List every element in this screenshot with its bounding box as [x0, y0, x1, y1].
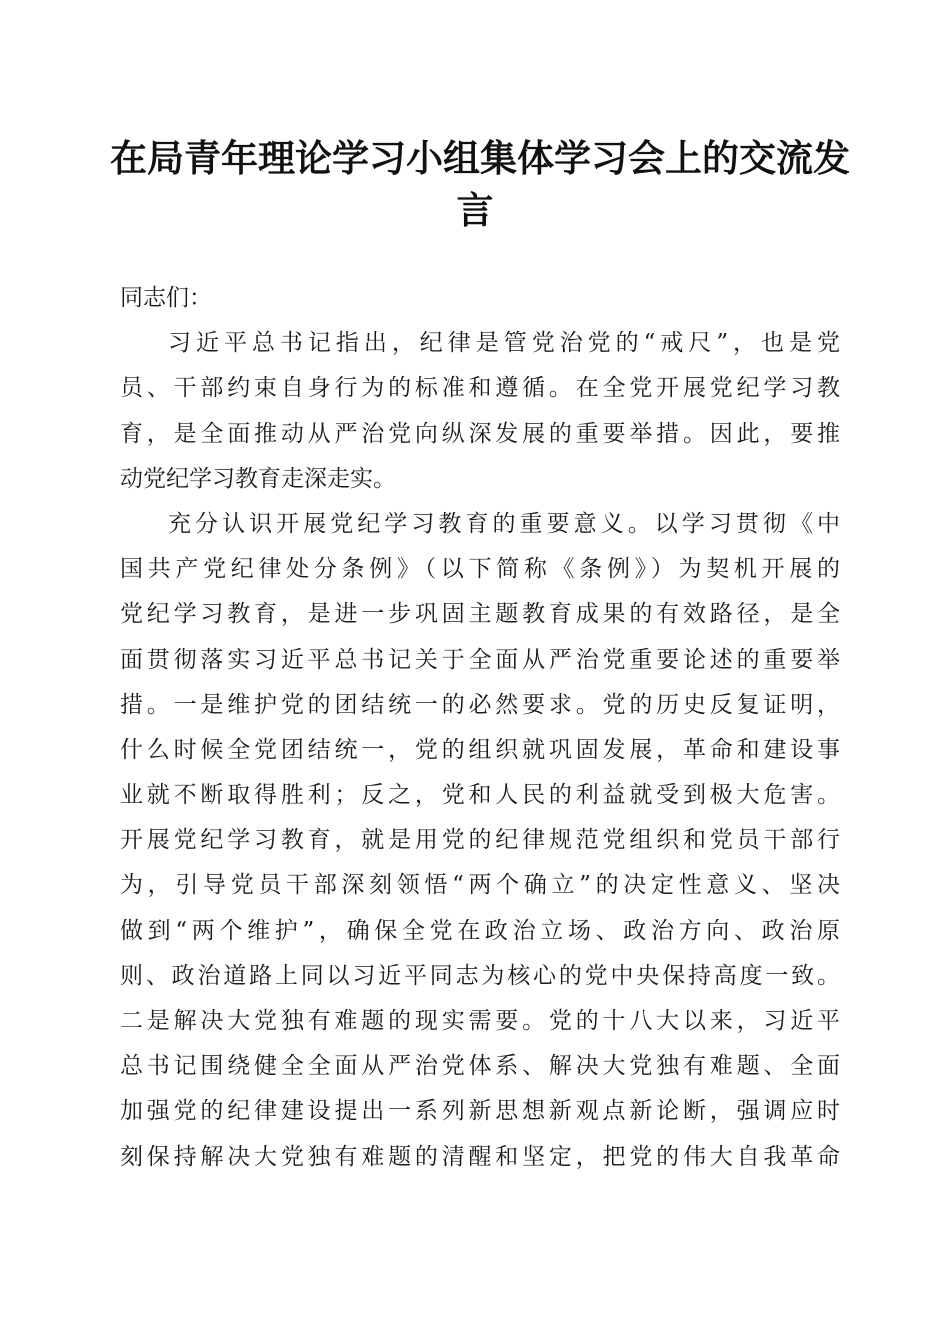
paragraph-1-line: 员、干部约束自身行为的标准和遵循。在全党开展党纪学习教: [120, 375, 840, 402]
paragraph-2-line: 措。一是维护党的团结统一的必然要求。党的历史反复证明，: [120, 691, 840, 718]
title-line: 言: [456, 188, 494, 232]
paragraph-2-line: 则、政治道路上同以习近平同志为核心的党中央保持高度一致。: [120, 962, 840, 989]
document-body: [120, 276, 840, 1180]
paragraph-2-line: 什么时候全党团结统一，党的组织就巩固发展，革命和建设事: [120, 736, 840, 763]
paragraph-2-line: 刻保持解决大党独有难题的清醒和坚定，把党的伟大自我革命: [120, 1143, 840, 1170]
paragraph-2-line: 业就不断取得胜利；反之，党和人民的利益就受到极大危害。: [120, 782, 840, 809]
paragraph-2-line: 总书记围绕健全全面从严治党体系、解决大党独有难题、全面: [120, 1053, 840, 1080]
paragraph-1-line: 习近平总书记指出，纪律是管党治党的“戒尺”，也是党: [168, 330, 840, 357]
salutation: 同志们：: [120, 285, 212, 311]
paragraph-2-line: 做到“两个维护”，确保全党在政治立场、政治方向、政治原: [120, 917, 840, 944]
document-title: [110, 132, 850, 236]
paragraph-1-line: 育，是全面推动从严治党向纵深发展的重要举措。因此，要推: [120, 420, 840, 447]
paragraph-2-line: 国共产党纪律处分条例》（以下简称《条例》）为契机开展的: [120, 556, 840, 583]
paragraph-2-line: 开展党纪学习教育，就是用党的纪律规范党组织和党员干部行: [120, 827, 840, 854]
paragraph-2-line: 充分认识开展党纪学习教育的重要意义。以学习贯彻《中: [168, 510, 840, 537]
paragraph-2-line: 二是解决大党独有难题的现实需要。党的十八大以来，习近平: [120, 1008, 840, 1034]
title-line: 在局青年理论学习小组集体学习会上的交流发: [110, 136, 850, 180]
paragraph-2-line: 加强党的纪律建设提出一系列新思想新观点新论断，强调应时: [120, 1098, 840, 1125]
paragraph-2-line: 为，引导党员干部深刻领悟“两个确立”的决定性意义、坚决: [120, 872, 840, 899]
paragraph-2-line: 面贯彻落实习近平总书记关于全面从严治党重要论述的重要举: [120, 646, 840, 673]
paragraph-2-line: 党纪学习教育，是进一步巩固主题教育成果的有效路径，是全: [120, 601, 840, 628]
paragraph-1-line: 动党纪学习教育走深走实。: [120, 465, 396, 492]
